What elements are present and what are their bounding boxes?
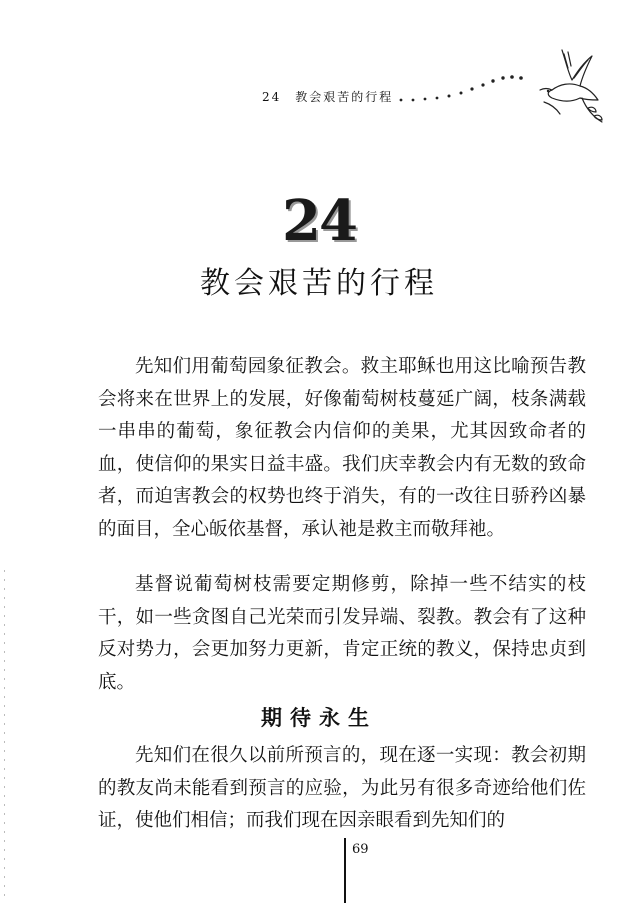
dove-with-olive-branch-icon	[522, 38, 618, 134]
paragraph-1	[98, 351, 586, 546]
chapter-title: 教会艰苦的行程	[200, 266, 438, 301]
chapter-number: 24	[282, 188, 356, 254]
margin-scan-mark	[4, 570, 5, 900]
page-number: 69	[352, 842, 369, 857]
section-heading: 期待永生	[261, 706, 377, 730]
running-head-chapter-number: 24	[262, 90, 282, 104]
dotted-trail	[395, 66, 535, 106]
paragraph-3-text: 先知们在很久以前所预言的，现在逐一实现：教会初期的教友尚未能看到预言的应验，为此另有很多奇迹给他们佐证，使他们相信；而我们现在因亲眼看到先知们的	[98, 745, 586, 831]
running-head-title: 教会艰苦的行程	[295, 90, 394, 104]
running-head	[262, 88, 393, 105]
paragraph-2	[98, 569, 586, 699]
page-number-rule	[344, 838, 346, 903]
paragraph-2-text: 基督说葡萄树枝需要定期修剪，除掉一些不结实的枝干，如一些贪图自己光荣而引发异端、裂教。教会有了这种反对势力，会更加努力更新，肯定正统的教义，保持忠贞到底。	[98, 574, 586, 693]
paragraph-3	[98, 740, 586, 838]
paragraph-1-text: 先知们用葡萄园象征教会。救主耶稣也用这比喻预告教会将来在世界上的发展，好像葡萄树枝蔓延广阔，枝条满载一串串的葡萄，象征教会内信仰的美果，尤其因致命者的血，使信仰的果实日益丰盛。我们庆幸教会内有无数的致命者，而迫害教会的权势也终于消失，有的一改往日骄矜凶暴的面目，全心皈依基督，承认祂是救主而敬拜祂。	[98, 356, 586, 540]
